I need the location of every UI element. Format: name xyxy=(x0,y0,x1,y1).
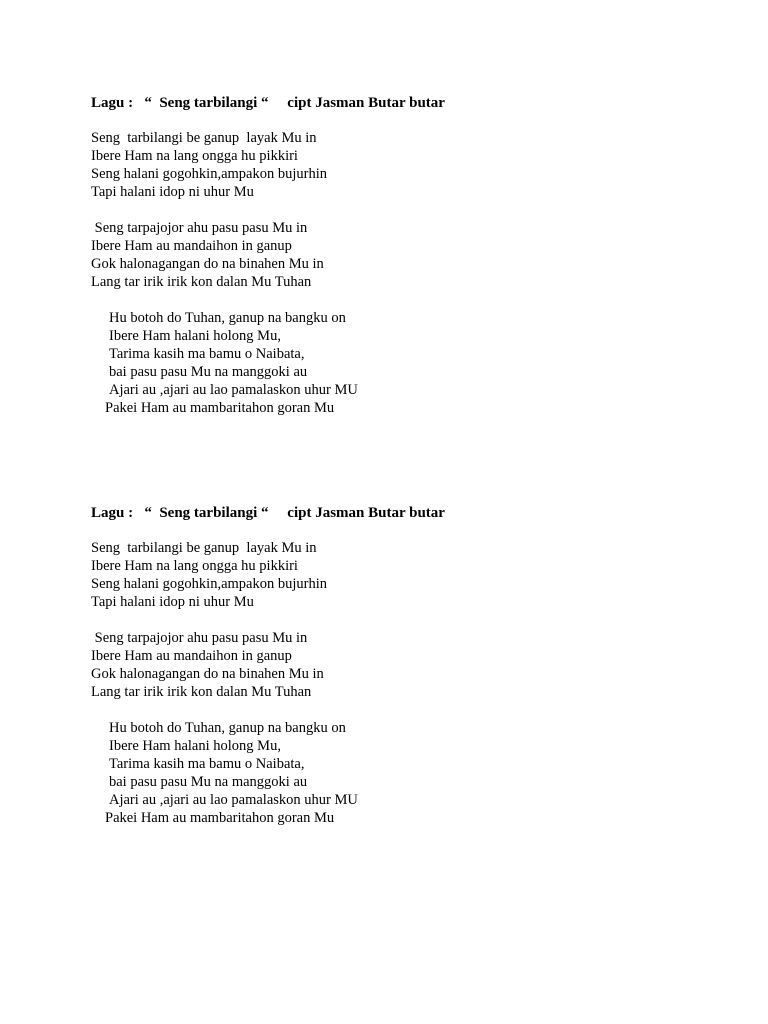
verse-1 xyxy=(91,539,751,611)
lyric-line: Seng tarpajojor ahu pasu pasu Mu in xyxy=(91,220,308,236)
lyric-line: Tarima kasih ma bamu o Naibata, xyxy=(109,756,305,772)
lyric-line: Tapi halani idop ni uhur Mu xyxy=(91,594,254,610)
lyric-line: Ajari au ,ajari au lao pamalaskon uhur MU xyxy=(109,382,358,398)
lyric-line: Ibere Ham au mandaihon in ganup xyxy=(91,648,292,664)
lyric-line: Seng tarbilangi be ganup layak Mu in xyxy=(91,130,317,146)
lyric-line: Ibere Ham halani holong Mu, xyxy=(109,328,281,344)
chorus xyxy=(91,719,751,827)
title-gap xyxy=(269,95,288,111)
lyric-line: Gok halonagangan do na binahen Mu in xyxy=(91,256,324,272)
chorus xyxy=(91,309,751,417)
song-title: Seng tarbilangi “ xyxy=(159,505,269,521)
lyric-line: Hu botoh do Tuhan, ganup na bangku on xyxy=(109,310,346,326)
lyric-line: Tapi halani idop ni uhur Mu xyxy=(91,184,254,200)
lyric-line: Seng tarbilangi be ganup layak Mu in xyxy=(91,540,317,556)
verse-2 xyxy=(91,629,751,701)
verse-1 xyxy=(91,129,751,201)
lyric-line: Ibere Ham na lang ongga hu pikkiri xyxy=(91,148,298,164)
lyric-line: Seng tarpajojor ahu pasu pasu Mu in xyxy=(91,630,308,646)
song-title: Seng tarbilangi “ xyxy=(159,95,269,111)
lyric-line: Tarima kasih ma bamu o Naibata, xyxy=(109,346,305,362)
lyric-line: Seng halani gogohkin,ampakon bujurhin xyxy=(91,576,327,592)
composer-credit: cipt Jasman Butar butar xyxy=(287,505,445,521)
lyric-line: Ibere Ham na lang ongga hu pikkiri xyxy=(91,558,298,574)
lyric-line: Hu botoh do Tuhan, ganup na bangku on xyxy=(109,720,346,736)
title-prefix: Lagu : “ xyxy=(91,95,160,111)
title-gap xyxy=(269,505,288,521)
lyric-line: bai pasu pasu Mu na manggoki au xyxy=(109,364,308,380)
song-block-2 xyxy=(91,503,751,827)
lyric-line: Pakei Ham au mambaritahon goran Mu xyxy=(105,810,335,826)
lyric-line: Ajari au ,ajari au lao pamalaskon uhur MU xyxy=(109,792,358,808)
verse-2 xyxy=(91,219,751,291)
lyric-line: Pakei Ham au mambaritahon goran Mu xyxy=(105,400,335,416)
song-block-1 xyxy=(91,93,751,417)
composer-credit: cipt Jasman Butar butar xyxy=(287,95,445,111)
lyric-line: Ibere Ham halani holong Mu, xyxy=(109,738,281,754)
lyric-line: Gok halonagangan do na binahen Mu in xyxy=(91,666,324,682)
lyric-line: bai pasu pasu Mu na manggoki au xyxy=(109,774,308,790)
song-title-line xyxy=(91,503,751,523)
title-prefix: Lagu : “ xyxy=(91,505,160,521)
lyric-line: Lang tar irik irik kon dalan Mu Tuhan xyxy=(91,684,312,700)
song-title-line xyxy=(91,93,751,113)
lyric-line: Seng halani gogohkin,ampakon bujurhin xyxy=(91,166,327,182)
lyric-line: Ibere Ham au mandaihon in ganup xyxy=(91,238,292,254)
lyric-line: Lang tar irik irik kon dalan Mu Tuhan xyxy=(91,274,312,290)
